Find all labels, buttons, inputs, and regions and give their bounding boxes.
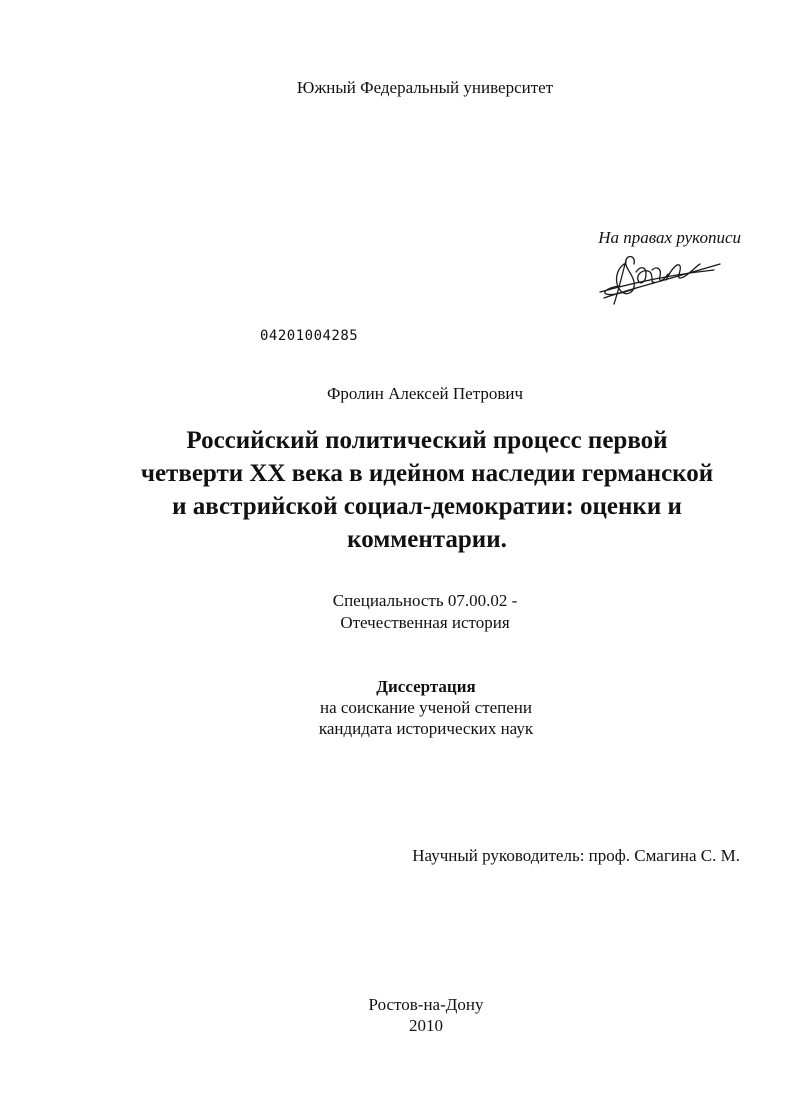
scientific-advisor: Научный руководитель: проф. Смагина С. М. — [412, 846, 740, 865]
catalog-number: 04201004285 — [260, 328, 359, 344]
specialty-name: Отечественная история — [340, 613, 510, 632]
title-line: и австрийской социал-демократии: оценки и — [172, 493, 682, 520]
dissertation-title — [0, 424, 798, 556]
manuscript-rights-note: На правах рукописи — [598, 228, 741, 247]
place-and-year — [0, 994, 798, 1036]
specialty-code: Специальность 07.00.02 - — [332, 591, 518, 610]
university-name: Южный Федеральный университет — [296, 78, 554, 97]
year: 2010 — [409, 1016, 443, 1035]
degree-line: кандидата исторических наук — [318, 719, 534, 738]
dissertation-block — [0, 676, 798, 739]
handwritten-signature — [596, 252, 726, 307]
dissertation-heading: Диссертация — [376, 677, 476, 696]
title-line: комментарии. — [347, 526, 507, 553]
title-line: четверти XX века в идейном наследии германской — [140, 460, 714, 487]
city: Ростов-на-Дону — [368, 995, 484, 1014]
specialty-block — [0, 590, 798, 634]
author-name: Фролин Алексей Петрович — [326, 384, 524, 403]
title-line: Российский политический процесс первой — [186, 427, 668, 454]
degree-line: на соискание ученой степени — [319, 698, 533, 717]
